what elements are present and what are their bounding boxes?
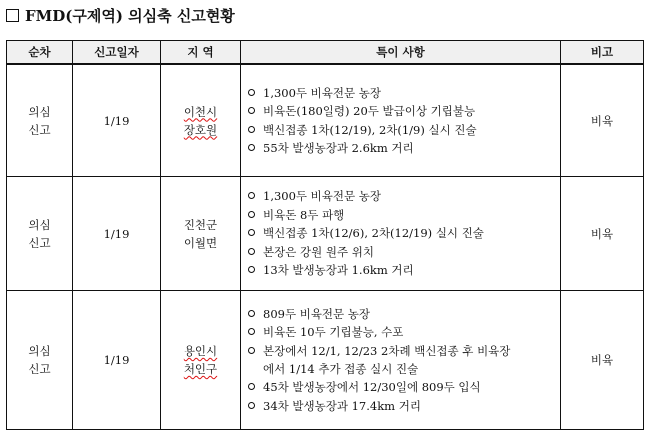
circle-bullet-icon [248,402,255,409]
circle-bullet-icon [248,107,255,114]
circle-bullet-icon [248,266,255,273]
order-cell [7,64,73,177]
date-cell: 1/19 [73,64,161,177]
circle-bullet-icon [248,126,255,133]
header-region: 지 역 [161,41,241,65]
circle-bullet-icon [248,211,255,218]
header-date: 신고일자 [73,41,161,65]
note-cell: 비육 [561,291,644,430]
header-order: 순차 [7,41,73,65]
details-cell [241,291,561,430]
document-title [6,4,235,26]
detail-item: 비육돈(180일령) 20두 발급이상 기립불능 [247,102,554,120]
region-line: 용인시 [183,344,218,358]
date-cell: 1/19 [73,291,161,430]
document-title-text: FMD(구제역) 의심축 신고현황 [25,6,235,25]
note-cell: 비육 [561,177,644,291]
order-cell [7,177,73,291]
detail-item: 55차 발생농장과 2.6km 거리 [247,139,554,157]
circle-bullet-icon [248,248,255,255]
circle-bullet-icon [248,89,255,96]
detail-item: 45차 발생농장에서 12/30일에 809두 입식 [247,378,554,396]
detail-item: 백신접종 1차(12/6), 2차(12/19) 실시 진술 [247,224,554,242]
order-line: 의심 [28,217,51,232]
table-row [7,291,644,430]
order-line: 신고 [28,362,51,376]
detail-item: 백신접종 1차(12/19), 2차(1/9) 실시 진술 [247,121,554,139]
order-line: 신고 [28,235,51,250]
region-line: 장호원 [183,122,218,137]
checkbox-square-icon [6,9,19,22]
circle-bullet-icon [248,144,255,151]
detail-item: 1,300두 비육전문 농장 [247,84,554,102]
detail-item: 비육돈 10두 기립불능, 수포 [247,323,554,341]
region-line: 이천시 [183,104,218,119]
order-cell [7,291,73,430]
region-line: 처인구 [183,362,218,376]
circle-bullet-icon [248,347,255,354]
detail-item: 1,300두 비육전문 농장 [247,187,554,205]
region-cell [161,64,241,177]
order-line: 의심 [28,104,51,119]
header-details: 특이 사항 [241,41,561,65]
table-row [7,177,644,291]
detail-item: 비육돈 8두 파행 [247,206,554,224]
detail-item: 13차 발생농장과 1.6km 거리 [247,261,554,279]
detail-item: 본장은 강원 원주 위치 [247,243,554,261]
table-row [7,64,644,177]
detail-item: 34차 발생농장과 17.4km 거리 [247,397,554,415]
region-line: 이월면 [183,235,218,250]
detail-item: 809두 비육전문 농장 [247,305,554,323]
date-cell: 1/19 [73,177,161,291]
order-line: 신고 [28,122,51,137]
circle-bullet-icon [248,328,255,335]
circle-bullet-icon [248,383,255,390]
report-table [6,40,644,430]
detail-item-continuation: 에서 1/14 추가 접종 실시 진술 [263,362,419,376]
table-header-row [7,41,644,65]
details-cell [241,64,561,177]
order-line: 의심 [28,344,51,358]
details-cell [241,177,561,291]
circle-bullet-icon [248,229,255,236]
detail-item: 본장에서 12/1, 12/23 2차례 백신접종 후 비육장 [247,342,554,360]
header-note: 비고 [561,41,644,65]
region-line: 진천군 [183,217,218,232]
circle-bullet-icon [248,192,255,199]
region-cell [161,177,241,291]
note-cell: 비육 [561,64,644,177]
region-cell [161,291,241,430]
circle-bullet-icon [248,310,255,317]
